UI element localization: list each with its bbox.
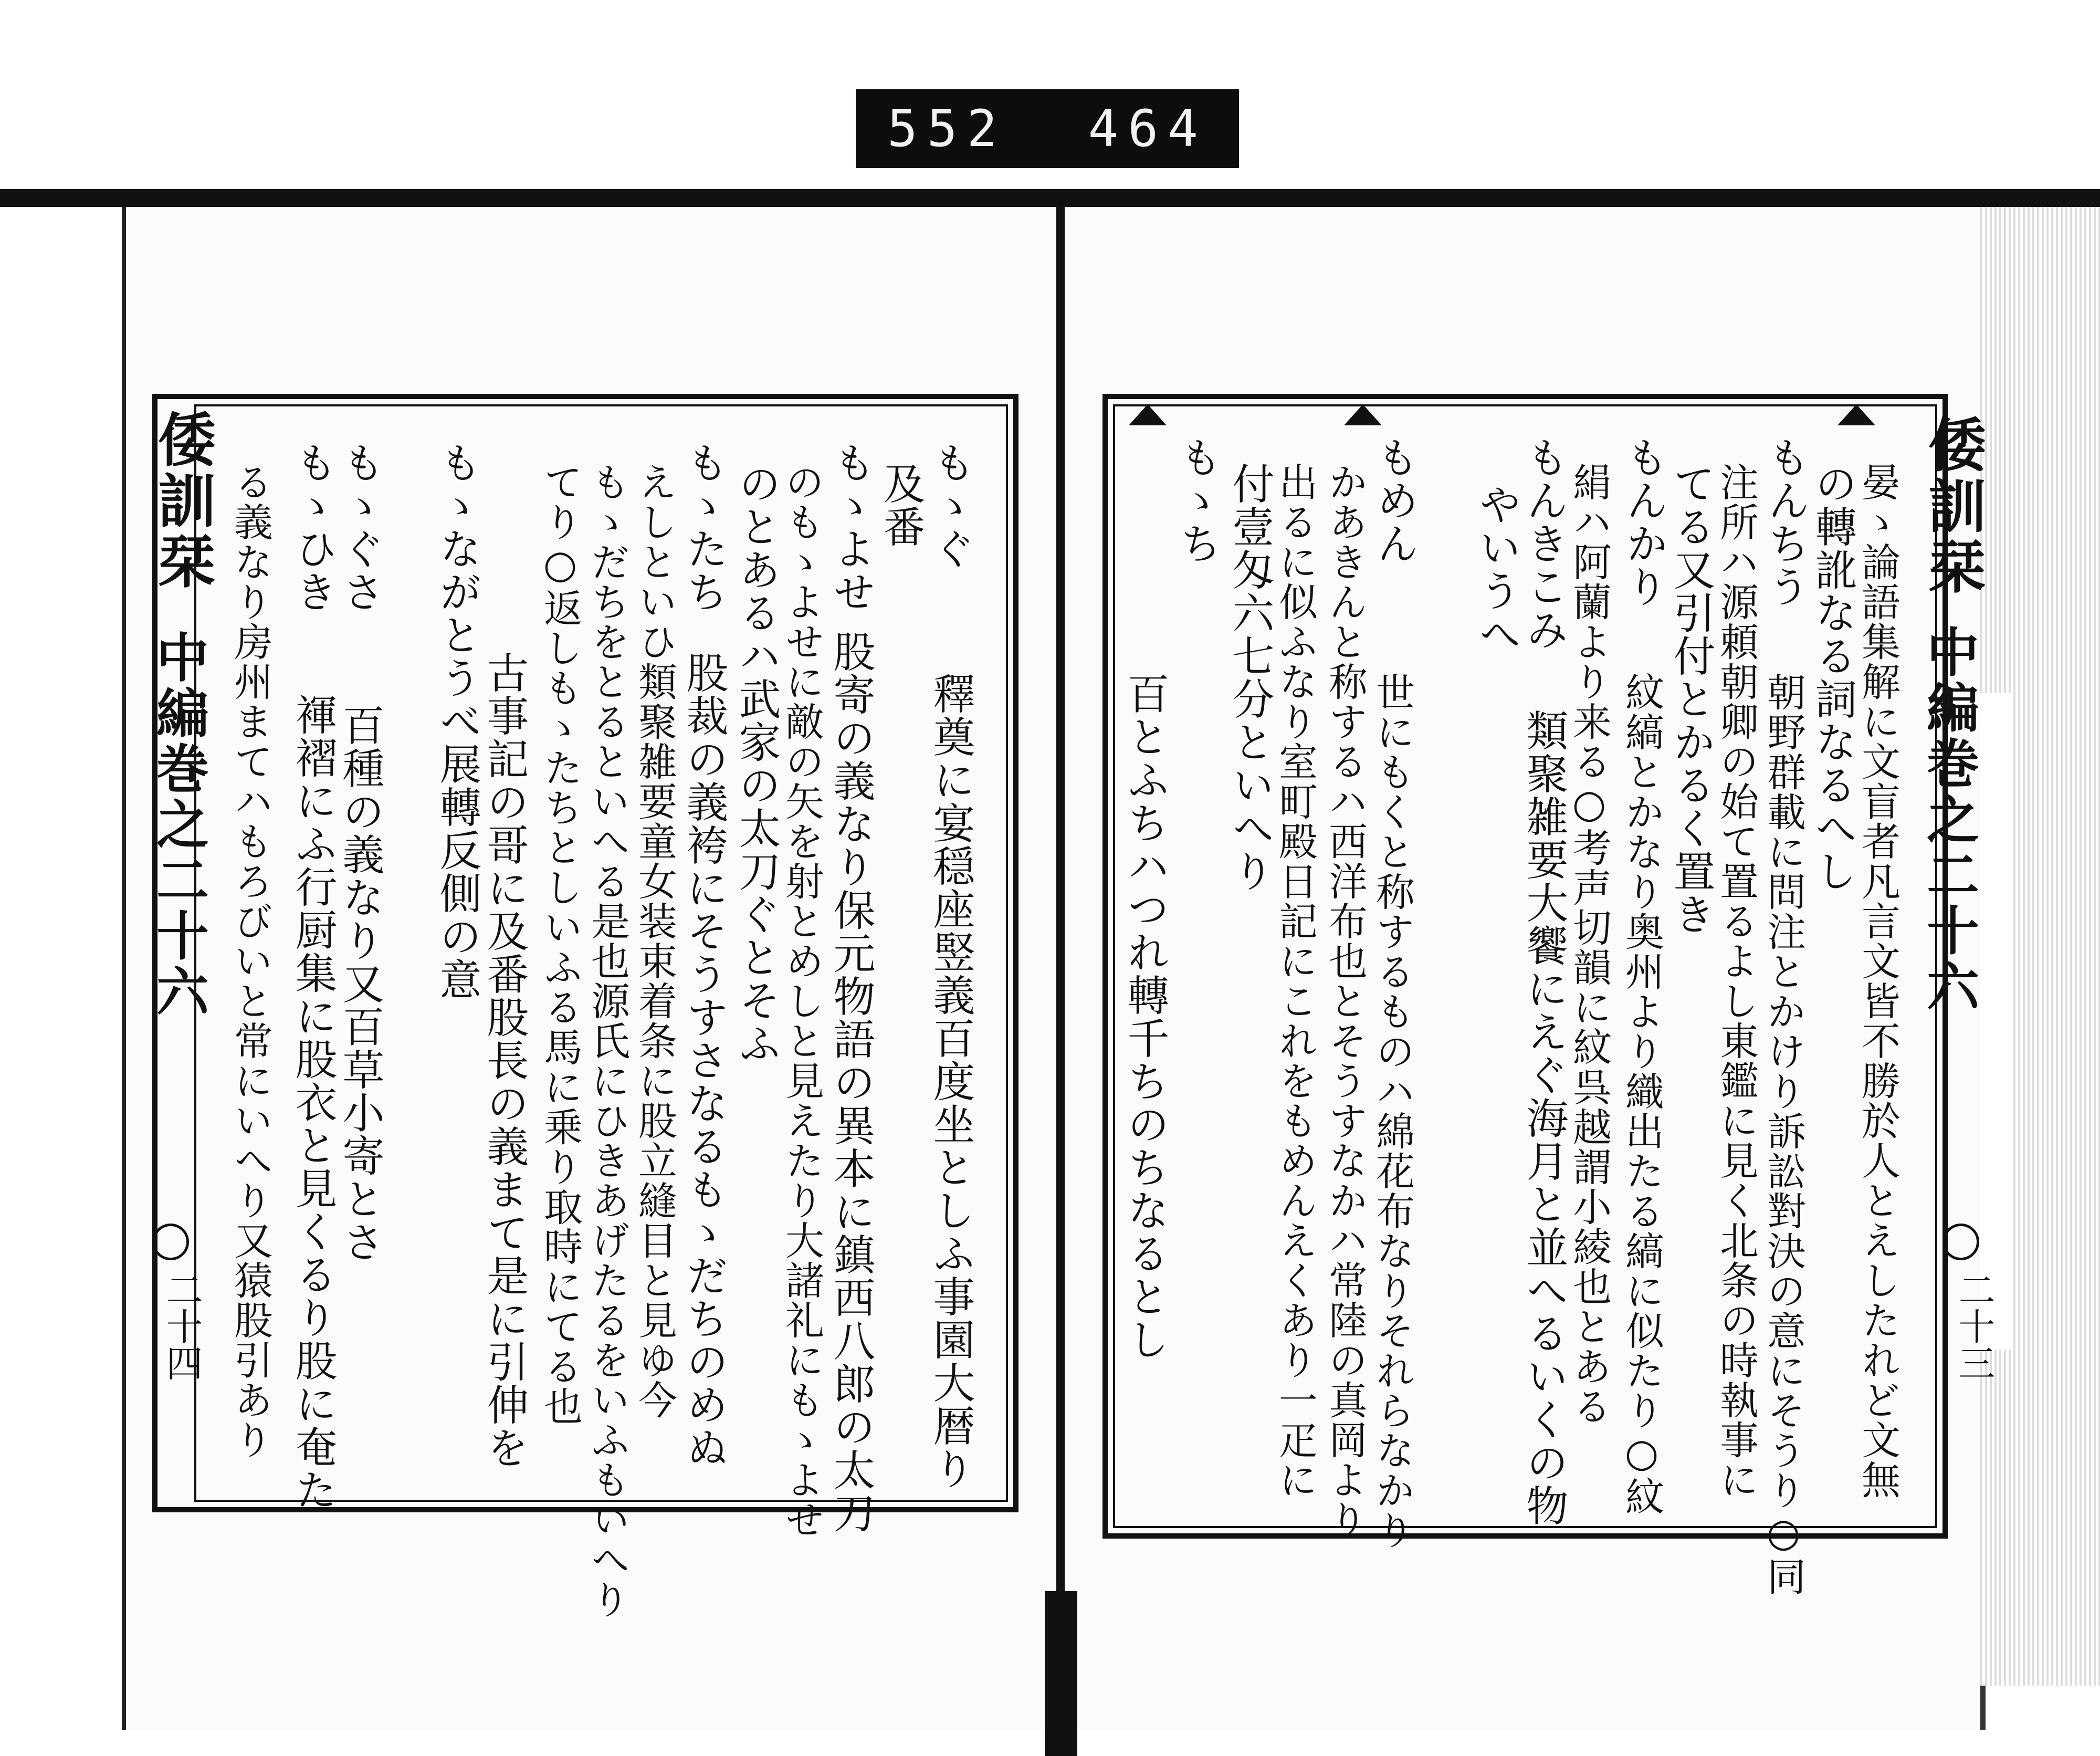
text-column: もゝだちをとるといへる是也源氏にひきあげたるをいふもいへり: [585, 462, 630, 1619]
text-column: 出るに似ふなり室町殿日記にこれをもめんえくあり一疋に: [1273, 462, 1318, 1500]
text-column: のとあるハ武家の太刀ぐとそふ: [732, 462, 781, 1065]
left-running-title: 倭訓栞: [149, 410, 216, 592]
text-column: 絹ハ阿蘭より来る○考声切韻に紋呉越謂小綾也とある: [1567, 462, 1612, 1426]
text-column: かあきんと称するハ西洋布也とそうすなかハ常陸の真岡より: [1322, 462, 1368, 1540]
text-column: 紋縞とかなり奥州より織出たる縞に似たり○紋: [1619, 672, 1664, 1517]
right-page-number: 二十三: [1952, 1271, 1996, 1381]
text-column: 百とふちハつれ轉千ちのちなるとし: [1120, 672, 1169, 1361]
book-clip: [1045, 1591, 1077, 1756]
text-column: てり○返しもゝたちとしいふる馬に乗り取時にてる也: [538, 462, 583, 1426]
text-column: もゝながとうべ展轉反側の意: [433, 441, 481, 1001]
text-column: もゝよせ: [826, 441, 875, 613]
text-column: 股寄の義なり保元物語の異本に鎮西八郎の太刀: [826, 630, 875, 1534]
text-column: もめん: [1370, 436, 1419, 565]
text-column: えしといひ類聚雑要童女装束着条に股立縫目と見ゆ今: [632, 462, 677, 1420]
text-column: 類聚雑要大饗にえぐ海月と並へるいくの物: [1519, 709, 1568, 1527]
text-column: の轉訛なる詞なるへし: [1808, 462, 1857, 893]
text-column: る義なり房州まてハもろびいと常にいへり又猿股引あり: [228, 462, 273, 1460]
text-column: 世にもくと称するものハ綿花布なりそれらなかり: [1370, 672, 1415, 1550]
text-column: もゝち: [1173, 436, 1222, 565]
text-column: のもゝよせに敵の矢を射とめしと見えたり大諸礼にもゝよせ: [779, 462, 824, 1540]
text-column: もゝぐ: [926, 441, 975, 570]
section-marker-icon: [1344, 404, 1382, 425]
text-column: もんちう: [1761, 436, 1810, 608]
book-top-edge: [0, 189, 2100, 207]
text-column: 及番: [876, 462, 925, 548]
book-spine: [1056, 189, 1065, 1628]
left-page-number: 二十四: [160, 1271, 203, 1381]
section-marker-icon: [1129, 404, 1167, 425]
section-marker-icon: [1838, 404, 1875, 425]
text-column: てる又引付とかるく置き: [1666, 462, 1715, 936]
text-column: 注所ハ源頼朝卿の始て置るよし東鑑に見く北条の時執事に: [1714, 462, 1759, 1500]
text-column: 朝野群載に問注とかけり訴訟對決の意にそうり○同: [1761, 672, 1806, 1596]
right-circle-mark: [1942, 1224, 1979, 1260]
text-column: もゝひき: [288, 441, 337, 613]
text-column: やいうへ: [1472, 483, 1521, 655]
left-circle-mark: [152, 1224, 189, 1260]
text-column: もんかり: [1619, 436, 1668, 608]
left-section-label: 中編巻之二十六: [148, 630, 209, 1020]
text-column: 古事記の哥に及番股長の義まて是に引伸を: [480, 651, 529, 1469]
text-column: もんきこみ: [1519, 436, 1568, 651]
call-number-label: [856, 89, 1239, 168]
text-column: 百種の義なり又百草小寄とさ: [335, 704, 384, 1263]
text-column: 褌褶にふ行厨集に股衣と見くるり股に奄た: [288, 693, 337, 1511]
text-column: もゝぐさ: [335, 441, 384, 613]
right-running-title: 倭訓栞: [1919, 415, 1987, 598]
text-column: 晏ゝ論語集解に文盲者凡言文皆不勝於人とえしたれど文無: [1855, 462, 1900, 1500]
text-column: もゝたち: [679, 441, 728, 613]
text-column: 股裁の義袴にそうすさなるもゝだちのめぬ: [679, 651, 728, 1469]
text-column: 付壹匁六七分といへり: [1225, 462, 1274, 893]
text-column: 釋奠に宴穏座竪義百度坐としふ事園大暦り: [926, 672, 975, 1490]
call-number-right: 464: [1088, 99, 1208, 158]
right-section-label: 中編巻之二十六: [1918, 625, 1980, 1015]
call-number-left: 552: [887, 99, 1007, 158]
